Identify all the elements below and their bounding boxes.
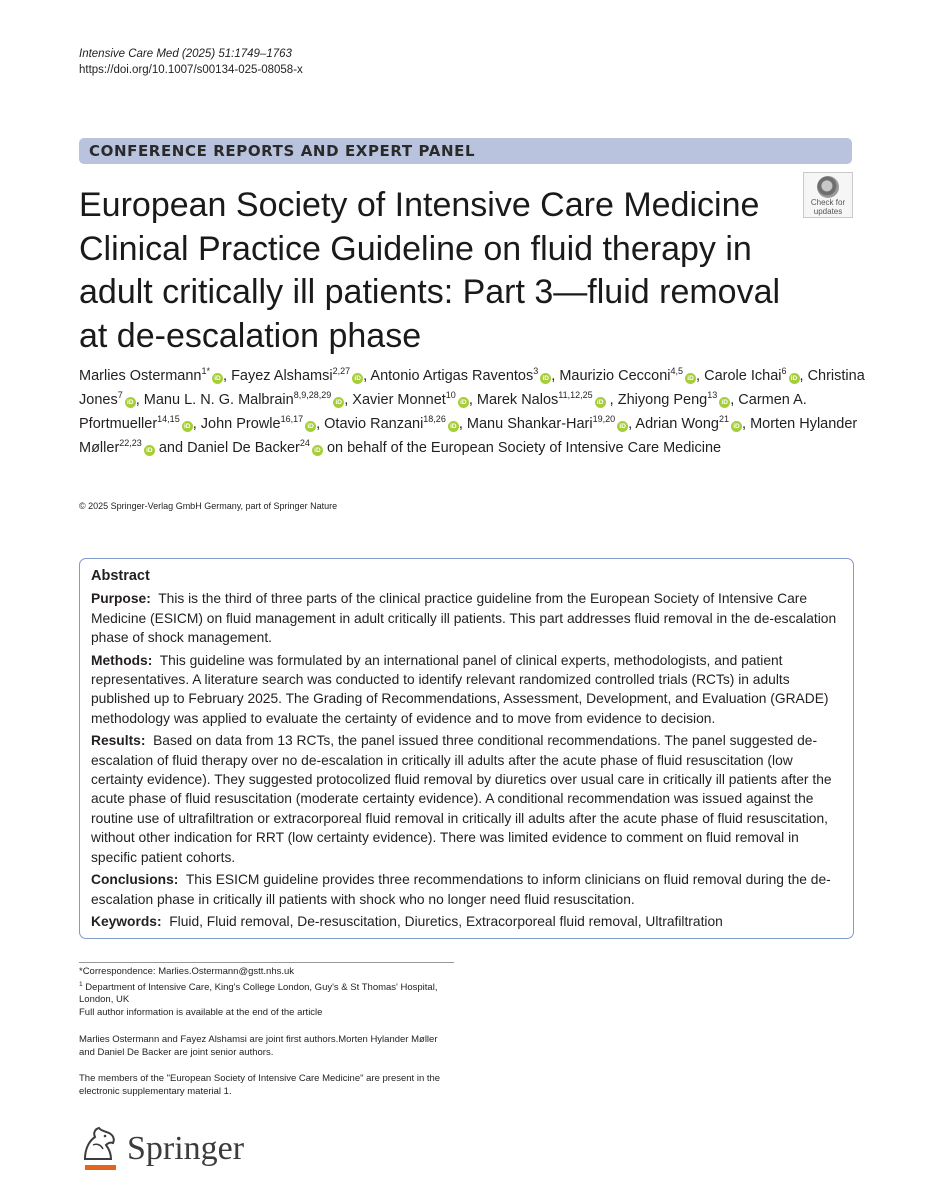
author: John Prowle$^{16,17}$iD , bbox=[200, 414, 325, 432]
purpose-label: Purpose: bbox=[91, 591, 151, 607]
article-title: European Society of Intensive Care Medicine Clinical Practice Guideline on fluid therapy in adult critically ill patients: Part 3—fluid removal at de-escalation phase bbox=[79, 186, 781, 355]
conclusions-label: Conclusions: bbox=[91, 872, 179, 888]
check-for-updates-button[interactable] bbox=[803, 172, 853, 218]
author: Marek Nalos$^{11,12,25}$iD , bbox=[476, 390, 618, 408]
orcid-icon[interactable]: iD bbox=[540, 373, 551, 384]
footnote-correspondence bbox=[79, 966, 449, 1019]
author: Manu L. N. G. Malbrain$^{8,9,28,29}$iD , bbox=[143, 390, 353, 408]
author: Manu Shankar-Hari$^{19,20}$iD , bbox=[466, 414, 636, 432]
check-updates-label-1: Check for bbox=[810, 198, 846, 207]
orcid-icon[interactable]: iD bbox=[448, 421, 459, 432]
author: Antonio Artigas Raventos$^3$iD , bbox=[370, 366, 560, 384]
author: Xavier Monnet$^{10}$iD , bbox=[352, 390, 477, 408]
author: Christina Jones$^7$iD , bbox=[79, 368, 865, 408]
methods-label: Methods: bbox=[91, 652, 153, 668]
author: Carole Ichai$^6$iD , bbox=[704, 366, 808, 384]
keywords-label: Keywords: bbox=[91, 913, 162, 929]
abstract-conclusions bbox=[91, 870, 842, 909]
orcid-icon[interactable]: iD bbox=[685, 373, 696, 384]
author: Daniel De Backer$^{24}$iD bbox=[187, 440, 327, 456]
author: Marlies Ostermann$^{1*}$iD , bbox=[79, 366, 232, 384]
orcid-icon[interactable]: iD bbox=[182, 421, 193, 432]
results-label: Results: bbox=[91, 733, 146, 749]
journal-citation: Intensive Care Med (2025) 51:1749–1763 bbox=[79, 48, 292, 60]
orcid-icon[interactable]: iD bbox=[312, 445, 323, 456]
orcid-icon[interactable]: iD bbox=[731, 421, 742, 432]
orcid-icon[interactable]: iD bbox=[352, 373, 363, 384]
footnote-joint-authors: Marlies Ostermann and Fayez Alshamsi are joint first authors.Morten Hylander Møller and Daniel De Backer are joint senior authors. bbox=[79, 1034, 438, 1058]
orcid-icon[interactable]: iD bbox=[125, 397, 136, 408]
orcid-icon[interactable]: iD bbox=[212, 373, 223, 384]
author: Otavio Ranzani$^{18,26}$iD , bbox=[324, 414, 467, 432]
orcid-icon[interactable]: iD bbox=[595, 397, 606, 408]
author: Fayez Alshamsi$^{2,27}$iD , bbox=[231, 366, 371, 384]
orcid-icon[interactable]: iD bbox=[144, 445, 155, 456]
banner-label: CONFERENCE REPORTS AND EXPERT PANEL bbox=[89, 142, 476, 160]
journal-header bbox=[79, 46, 303, 78]
copyright-notice: © 2025 Springer-Verlag GmbH Germany, part of Springer Nature bbox=[79, 501, 338, 511]
publisher-name: Springer bbox=[127, 1130, 245, 1167]
abstract-methods bbox=[91, 651, 842, 729]
orcid-icon[interactable]: iD bbox=[789, 373, 800, 384]
doi-link[interactable]: https://doi.org/10.1007/s00134-025-08058-x bbox=[79, 64, 303, 76]
abstract-results bbox=[91, 731, 842, 867]
orcid-icon[interactable]: iD bbox=[719, 397, 730, 408]
author: Adrian Wong$^{21}$iD , bbox=[635, 414, 751, 432]
author-list bbox=[79, 364, 869, 460]
author: Morten Hylander Møller$^{22,23}$iD and bbox=[79, 416, 858, 456]
abstract-keywords bbox=[91, 912, 842, 931]
footnote-members: The members of the "European Society of Intensive Care Medicine" are present in the electronic supplementary material 1. bbox=[79, 1073, 441, 1097]
results-text: Based on data from 13 RCTs, the panel issued three conditional recommendations. The panel suggested de-escalation of fluid therapy over no de-escalation in critically ill adults after the acute phase of fluid resuscitation (low certainty evidence). They suggested protocolized fluid removal by diuretics over usual care in critically ill patients after the acute phase of fluid resuscitation (moderate certainty evidence). A conditional recommendation was issued against the routine use of ultrafiltration or extracorporeal fluid removal in critically ill adults after the acute phase of fluid resuscitation, without other indication for RRT (low certainty evidence). There was limited evidence to comment on fluid removal in specific patient cohorts. bbox=[91, 733, 832, 865]
orcid-icon[interactable]: iD bbox=[305, 421, 316, 432]
abstract-heading: Abstract bbox=[91, 568, 150, 584]
correspondence-text[interactable]: *Correspondence: Marlies.Ostermann@gstt.nhs.uk bbox=[79, 966, 295, 977]
author: Carmen A. Pfortmueller$^{14,15}$iD , bbox=[79, 392, 807, 432]
springer-logo bbox=[79, 1125, 279, 1171]
section-banner bbox=[79, 138, 852, 164]
affiliation-text: $^1$ Department of Intensive Care, King's College London, Guy's & St Thomas' Hospital, London, UK bbox=[79, 980, 438, 1006]
check-updates-icon bbox=[817, 176, 839, 198]
authors-tail: on behalf of the European Society of Intensive Care Medicine bbox=[326, 440, 722, 456]
conclusions-text: This ESICM guideline provides three recommendations to inform clinicians on fluid removal during the de-escalation phase in critically ill patients with shock who no longer need fluid resuscitation. bbox=[91, 872, 831, 907]
author: Maurizio Cecconi$^{4,5}$iD , bbox=[559, 366, 705, 384]
check-updates-label-2: updates bbox=[813, 207, 843, 216]
footnote-divider bbox=[79, 962, 454, 963]
keywords-text: Fluid, Fluid removal, De-resuscitation, Diuretics, Extracorporeal fluid removal, Ultrafiltration bbox=[169, 913, 723, 929]
methods-text: This guideline was formulated by an international panel of clinical experts, methodologists, and patient representatives. A literature search was conducted to identify relevant randomized controlled trials (RCTs) in adults published up to February 2025. The Grading of Recommendations, Assessment, Development, and Evaluation (GRADE) methodology was applied to evaluate the certainty of evidence and to move from evidence to decision. bbox=[91, 652, 829, 726]
abstract-purpose bbox=[91, 589, 842, 647]
orcid-icon[interactable]: iD bbox=[458, 397, 469, 408]
author: Zhiyong Peng$^{13}$iD , bbox=[617, 390, 739, 408]
full-info-text: Full author information is available at the end of the article bbox=[79, 1006, 323, 1018]
abstract-box bbox=[79, 558, 854, 939]
orcid-icon[interactable]: iD bbox=[617, 421, 628, 432]
springer-orange-bar bbox=[85, 1165, 116, 1170]
orcid-icon[interactable]: iD bbox=[333, 397, 344, 408]
purpose-text: This is the third of three parts of the clinical practice guideline from the European Society of Intensive Care Medicine (ESICM) on fluid management in adult critically ill patients. This part addresses fluid removal in the de-escalation phase of shock management. bbox=[91, 591, 837, 646]
springer-horse-icon bbox=[79, 1125, 121, 1165]
